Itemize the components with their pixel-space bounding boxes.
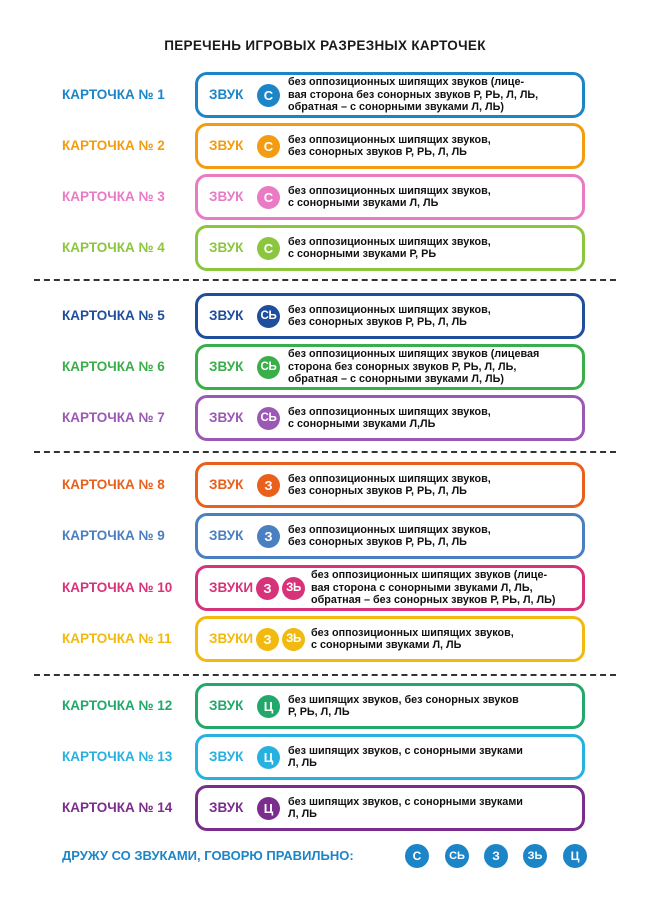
sound-label: ЗВУК xyxy=(209,308,244,323)
footer-sound-badge: С xyxy=(405,844,429,868)
sound-letter-badge: С xyxy=(257,186,280,209)
sound-label: ЗВУКИ xyxy=(209,631,254,646)
card-description-box xyxy=(195,683,585,729)
card-description-box xyxy=(195,616,585,662)
card-description-box xyxy=(195,344,585,390)
sound-letter-badge: С xyxy=(257,237,280,260)
card-row xyxy=(0,225,650,271)
description-line: Л, ЛЬ xyxy=(288,757,317,769)
card-label: КАРТОЧКА № 7 xyxy=(62,410,165,425)
card-row xyxy=(0,565,650,611)
description-line: без шипящих звуков, без сонорных звуков xyxy=(288,693,519,706)
sound-letter-badge: С xyxy=(257,135,280,158)
description-line: без оппозиционных шипящих звуков, xyxy=(311,626,514,639)
sound-label: ЗВУК xyxy=(209,698,244,713)
dashed-separator xyxy=(34,279,616,281)
description-line: без сонорных звуков Р, РЬ, Л, ЛЬ xyxy=(288,316,467,328)
card-row xyxy=(0,123,650,169)
description-line: с сонорными звуками Л,ЛЬ xyxy=(288,418,436,430)
card-row xyxy=(0,734,650,780)
card-description-box xyxy=(195,293,585,339)
description-line: без оппозиционных шипящих звуков, xyxy=(288,523,491,536)
description-line: без шипящих звуков, с сонорными звуками xyxy=(288,744,523,757)
footer-slogan xyxy=(62,844,622,868)
description-line: сторона без сонорных звуков Р, РЬ, Л, ЛЬ, xyxy=(288,360,517,373)
description-line: без шипящих звуков, с сонорными звуками xyxy=(288,795,523,808)
card-row xyxy=(0,683,650,729)
sound-letter-badge: Ц xyxy=(257,695,280,718)
sound-label: ЗВУК xyxy=(209,138,244,153)
card-description xyxy=(288,516,491,556)
description-line: без оппозиционных шипящих звуков, xyxy=(288,235,491,248)
sound-letter-badge: СЬ xyxy=(257,305,280,328)
card-row xyxy=(0,72,650,118)
sound-label: ЗВУКИ xyxy=(209,580,254,595)
card-label: КАРТОЧКА № 14 xyxy=(62,800,173,815)
card-description xyxy=(288,737,523,777)
description-line: обратная – с сонорными звуками Л, ЛЬ) xyxy=(288,101,504,114)
sound-letter-badge: З xyxy=(256,577,279,600)
card-label: КАРТОЧКА № 12 xyxy=(62,698,173,713)
sound-label: ЗВУК xyxy=(209,800,244,815)
card-description xyxy=(288,465,491,505)
sound-label: ЗВУК xyxy=(209,240,244,255)
card-description-box xyxy=(195,225,585,271)
footer-sound-badge: Ц xyxy=(563,844,587,868)
card-description xyxy=(288,788,523,828)
sound-label: ЗВУК xyxy=(209,87,244,102)
card-row xyxy=(0,395,650,441)
description-line: без сонорных звуков Р, РЬ, Л, ЛЬ xyxy=(288,146,467,158)
card-label: КАРТОЧКА № 11 xyxy=(62,631,172,646)
card-row xyxy=(0,513,650,559)
card-label: КАРТОЧКА № 10 xyxy=(62,580,173,595)
card-label: КАРТОЧКА № 9 xyxy=(62,528,165,543)
description-line: обратная – без сонорных звуков Р, РЬ, Л, ЛЬ) xyxy=(311,594,556,607)
card-label: КАРТОЧКА № 5 xyxy=(62,308,165,323)
sound-label: ЗВУК xyxy=(209,749,244,764)
description-line: вая сторона без сонорных звуков Р, РЬ, Л, ЛЬ, xyxy=(288,88,539,101)
sound-label: ЗВУК xyxy=(209,477,244,492)
card-description-box xyxy=(195,734,585,780)
card-label: КАРТОЧКА № 1 xyxy=(62,87,165,102)
description-line: Л, ЛЬ xyxy=(288,808,317,820)
card-description-box xyxy=(195,123,585,169)
description-line: без сонорных звуков Р, РЬ, Л, ЛЬ xyxy=(288,485,467,497)
description-line: без оппозиционных шипящих звуков (лице- xyxy=(311,569,548,582)
footer-sound-badge: ЗЬ xyxy=(523,844,547,868)
sound-letter-badge: З xyxy=(257,525,280,548)
card-row xyxy=(0,293,650,339)
card-label: КАРТОЧКА № 2 xyxy=(62,138,165,153)
description-line: без сонорных звуков Р, РЬ, Л, ЛЬ xyxy=(288,536,467,548)
footer-sound-badge: З xyxy=(484,844,508,868)
description-line: Р, РЬ, Л, ЛЬ xyxy=(288,706,350,718)
sound-label: ЗВУК xyxy=(209,359,244,374)
sound-letter-badge: ЗЬ xyxy=(282,577,305,600)
card-description-box xyxy=(195,72,585,118)
card-row xyxy=(0,785,650,831)
card-description-box xyxy=(195,513,585,559)
card-description-box xyxy=(195,462,585,508)
description-line: без оппозиционных шипящих звуков, xyxy=(288,133,491,146)
footer-text: ДРУЖУ СО ЗВУКАМИ, ГОВОРЮ ПРАВИЛЬНО: xyxy=(62,848,354,863)
sound-letter-badge: СЬ xyxy=(257,407,280,430)
description-line: с сонорными звуками Л, ЛЬ xyxy=(311,639,462,651)
description-line: без оппозиционных шипящих звуков, xyxy=(288,472,491,485)
dashed-separator xyxy=(34,451,616,453)
card-label: КАРТОЧКА № 6 xyxy=(62,359,165,374)
card-description-box xyxy=(195,174,585,220)
sound-letter-badge: З xyxy=(257,474,280,497)
card-label: КАРТОЧКА № 8 xyxy=(62,477,165,492)
description-line: без оппозиционных шипящих звуков, xyxy=(288,405,491,418)
card-description xyxy=(288,398,491,438)
footer-sound-badge: СЬ xyxy=(445,844,469,868)
card-description xyxy=(288,228,491,268)
description-line: без оппозиционных шипящих звуков, xyxy=(288,184,491,197)
card-description-box xyxy=(195,785,585,831)
sound-letter-badge: З xyxy=(256,628,279,651)
description-line: с сонорными звуками Л, ЛЬ xyxy=(288,197,439,209)
card-label: КАРТОЧКА № 4 xyxy=(62,240,165,255)
card-row xyxy=(0,174,650,220)
sound-letter-badge: ЗЬ xyxy=(282,628,305,651)
card-label: КАРТОЧКА № 3 xyxy=(62,189,165,204)
description-line: без оппозиционных шипящих звуков, xyxy=(288,303,491,316)
description-line: обратная – с сонорными звуками Л, ЛЬ) xyxy=(288,373,504,386)
dashed-separator xyxy=(34,674,616,676)
sound-label: ЗВУК xyxy=(209,410,244,425)
sound-letter-badge: Ц xyxy=(257,797,280,820)
card-description xyxy=(288,347,539,387)
card-row xyxy=(0,616,650,662)
description-line: без оппозиционных шипящих звуков (лице- xyxy=(288,76,525,89)
description-line: с сонорными звуками Р, РЬ xyxy=(288,248,437,260)
card-description xyxy=(288,75,538,115)
sound-label: ЗВУК xyxy=(209,189,244,204)
card-label: КАРТОЧКА № 13 xyxy=(62,749,173,764)
description-line: вая сторона с сонорными звуками Л, ЛЬ, xyxy=(311,581,533,594)
sound-letter-badge: Ц xyxy=(257,746,280,769)
card-description xyxy=(288,296,491,336)
card-description-box xyxy=(195,395,585,441)
sound-letter-badge: С xyxy=(257,84,280,107)
card-description xyxy=(288,686,519,726)
card-row xyxy=(0,344,650,390)
card-description xyxy=(288,177,491,217)
card-description-box xyxy=(195,565,585,611)
card-row xyxy=(0,462,650,508)
card-description xyxy=(288,126,491,166)
card-description xyxy=(311,619,514,659)
sound-letter-badge: СЬ xyxy=(257,356,280,379)
sound-label: ЗВУК xyxy=(209,528,244,543)
card-description xyxy=(311,568,556,608)
page-title: ПЕРЕЧЕНЬ ИГРОВЫХ РАЗРЕЗНЫХ КАРТОЧЕК xyxy=(164,38,486,53)
description-line: без оппозиционных шипящих звуков (лицевая xyxy=(288,348,540,361)
